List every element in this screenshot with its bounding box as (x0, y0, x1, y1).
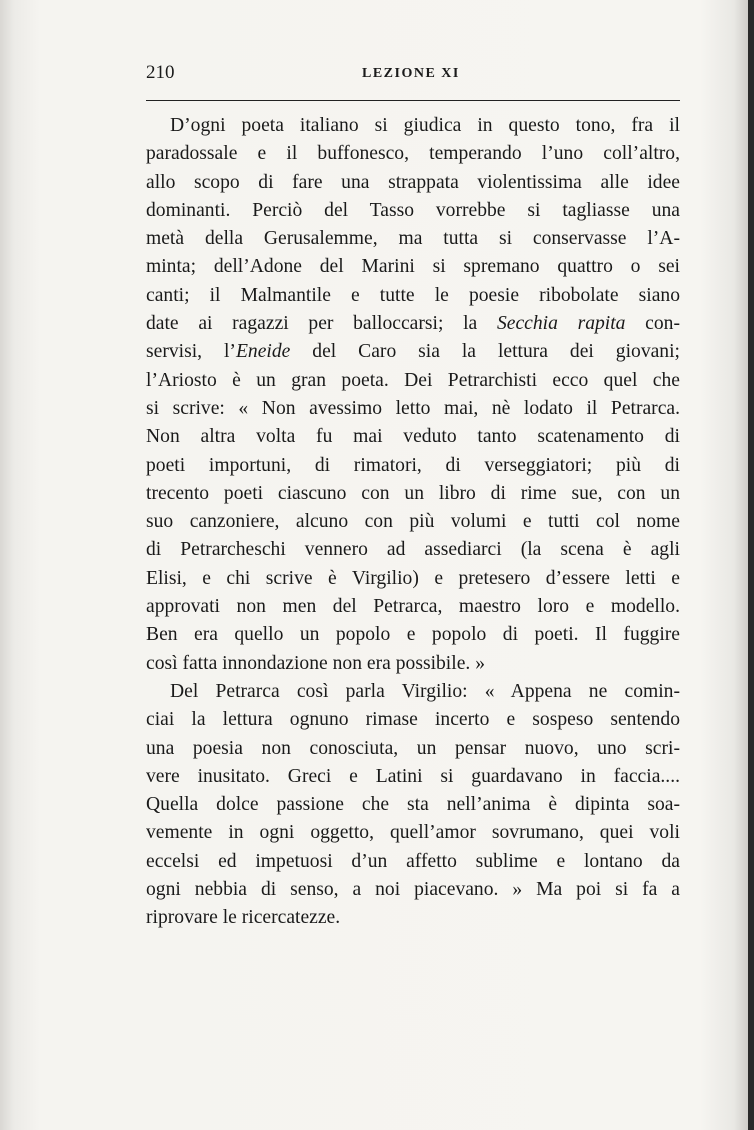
text-line: minta; dell’Adone del Marini si spremano quattro o sei (146, 256, 680, 278)
text-line: suo canzoniere, alcuno con più volumi e tutti col nome (146, 511, 680, 533)
text-line: Quella dolce passione che sta nell’anima è dipinta soa- (146, 794, 680, 816)
text-span: con- (625, 313, 680, 335)
body-text (146, 112, 680, 933)
page-header (146, 62, 680, 92)
text-line: così fatta innondazione non era possibile. » (146, 652, 485, 674)
text-span: date ai ragazzi per balloccarsi; la (146, 313, 478, 335)
italic-title: Secchia rapita (496, 313, 626, 335)
text-line: vemente in ogni oggetto, quell’amor sovrumano, quei voli (146, 822, 680, 844)
text-line: si scrive: « Non avessimo letto mai, nè lodato il Petrarca. (146, 397, 680, 419)
page-edge-shadow (748, 0, 754, 1130)
text-line: Ben era quello un popolo e popolo di poeti. Il fuggire (146, 624, 680, 646)
text-line: canti; il Malmantile e tutte le poesie ribobolate siano (146, 284, 680, 306)
text-line: ogni nebbia di senso, a noi piacevano. » Ma poi si fa a (146, 879, 680, 901)
text-line: riprovare le ricercatezze. (146, 907, 341, 929)
text-line: metà della Gerusalemme, ma tutta si conservasse l’A- (146, 228, 680, 250)
text-line: trecento poeti ciascuno con un libro di rime sue, con un (146, 482, 680, 504)
text-span: del Caro sia la lettura dei giovani; (290, 341, 680, 363)
italic-title: Eneide (235, 341, 291, 363)
text-line: paradossale e il buffonesco, temperando l’uno coll’altro, (146, 143, 680, 165)
text-line: approvati non men del Petrarca, maestro loro e modello. (146, 596, 680, 618)
text-line: Non altra volta fu mai veduto tanto scatenamento di (146, 426, 680, 448)
running-head: LEZIONE XI (362, 66, 460, 81)
text-line-with-italic (146, 310, 680, 338)
text-line: D’ogni poeta italiano si giudica in questo tono, fra il (170, 115, 680, 136)
text-line: poeti importuni, di rimatori, di verseggiatori; più di (146, 454, 680, 476)
text-line: eccelsi ed impetuosi d’un affetto sublime e lontano da (146, 850, 680, 872)
text-line: di Petrarcheschi vennero ad assediarci (la scena è agli (146, 539, 680, 561)
text-line: Del Petrarca così parla Virgilio: « Appena ne comin- (170, 680, 680, 702)
text-line: vere inusitato. Greci e Latini si guardavano in faccia.... (146, 765, 680, 787)
page-number: 210 (146, 62, 175, 83)
text-line: Elisi, e chi scrive è Virgilio) e pretesero d’essere letti e (146, 567, 680, 589)
header-rule (146, 100, 680, 101)
text-line-with-italic (146, 338, 680, 366)
text-line: l’Ariosto è un gran poeta. Dei Petrarchisti ecco quel che (146, 369, 680, 391)
text-line: dominanti. Perciò del Tasso vorrebbe si tagliasse una (146, 199, 680, 221)
text-span: servisi, l’ (146, 341, 236, 363)
text-line: ciai la lettura ognuno rimase incerto e sospeso sentendo (146, 709, 680, 731)
text-line: allo scopo di fare una strappata violentissima alle idee (146, 171, 680, 193)
text-line: una poesia non conosciuta, un pensar nuovo, uno scri- (146, 737, 680, 759)
